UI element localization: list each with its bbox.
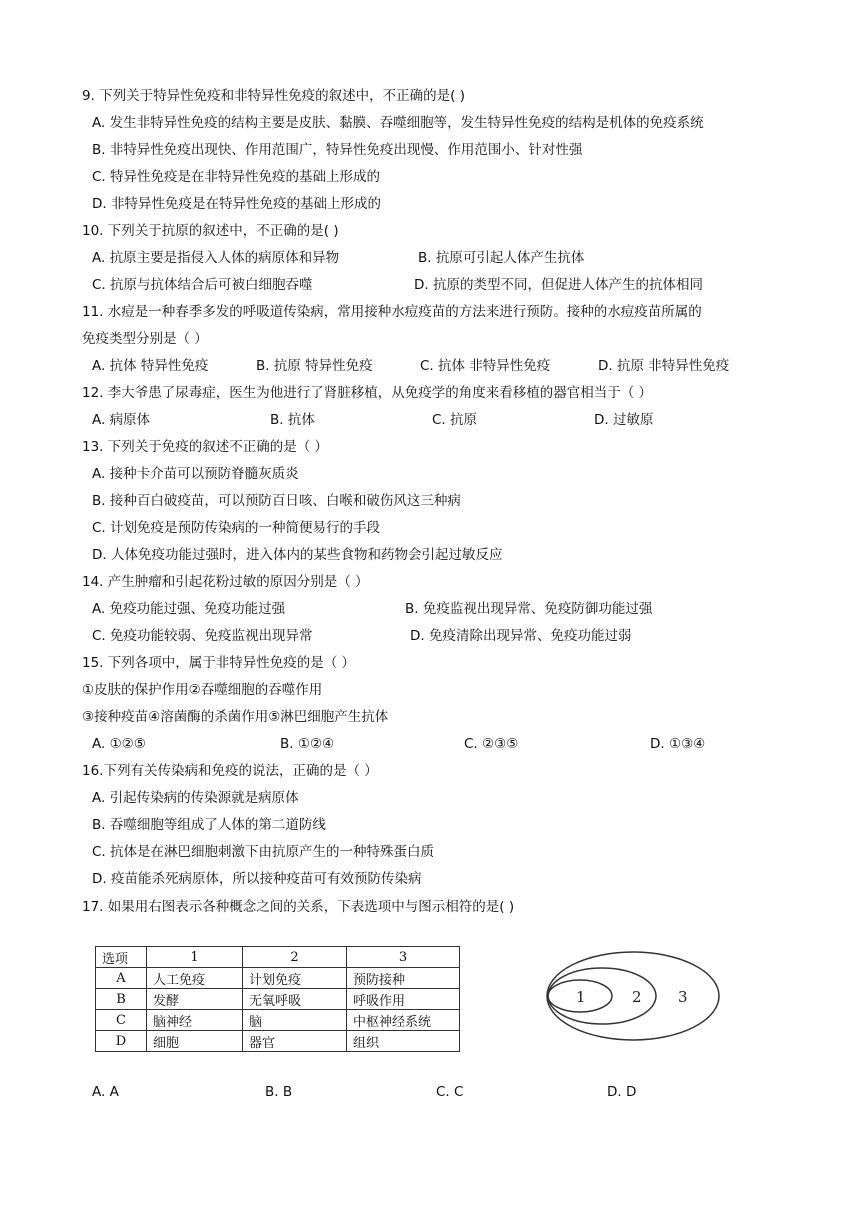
- table-cell: 无氧呼吸: [243, 989, 347, 1010]
- table-row: [96, 1010, 460, 1031]
- q14-option-c: C. 免疫功能较弱、免疫监视出现异常: [92, 628, 313, 644]
- table-cell: 脑: [243, 1010, 347, 1031]
- q13-option-b: B. 接种百白破疫苗，可以预防百日咳、白喉和破伤风这三种病: [92, 493, 461, 509]
- q17-option-d: D. D: [607, 1084, 637, 1100]
- q12-option-c: C. 抗原: [432, 412, 478, 428]
- q14-option-d: D. 免疫清除出现异常、免疫功能过弱: [410, 628, 632, 644]
- q9-option-b: B. 非特异性免疫出现快、作用范围广，特异性免疫出现慢、作用范围小、针对性强: [92, 142, 583, 158]
- q10-option-a: A. 抗原主要是指侵入人体的病原体和异物: [92, 250, 340, 266]
- q16-option-c: C. 抗体是在淋巴细胞刺激下由抗原产生的一种特殊蛋白质: [92, 844, 435, 860]
- q13-option-c: C. 计划免疫是预防传染病的一种简便易行的手段: [92, 520, 381, 536]
- table-cell: 中枢神经系统: [347, 1010, 460, 1031]
- q14-stem: 14. 产生肿瘤和引起花粉过敏的原因分别是（ ）: [82, 574, 369, 590]
- q14-option-b: B. 免疫监视出现异常、免疫防御功能过强: [405, 601, 653, 617]
- q17-option-c: C. C: [436, 1084, 464, 1100]
- table-row: [96, 968, 460, 989]
- table-cell: 组织: [347, 1031, 460, 1052]
- q11-option-c: C. 抗体 非特异性免疫: [420, 358, 551, 374]
- ellipse-label-2: 2: [632, 988, 642, 1006]
- q15-items-line-2: ③接种疫苗④溶菌酶的杀菌作用⑤淋巴细胞产生抗体: [82, 709, 389, 725]
- table-header-cell: 2: [243, 947, 347, 968]
- ellipse-label-1: 1: [576, 988, 586, 1006]
- q15-option-b: B. ①②④: [280, 736, 335, 752]
- q9-stem: 9. 下列关于特异性免疫和非特异性免疫的叙述中，不正确的是( ): [82, 88, 465, 104]
- q15-items-line-1: ①皮肤的保护作用②吞噬细胞的吞噬作用: [82, 682, 323, 698]
- q11-stem: 11. 水痘是一种春季多发的呼吸道传染病，常用接种水痘疫苗的方法来进行预防。接种的水痘疫苗所属的: [82, 304, 702, 320]
- q9-option-a: A. 发生非特异性免疫的结构主要是皮肤、黏膜、吞噬细胞等，发生特异性免疫的结构是机体的免疫系统: [92, 115, 704, 131]
- q16-option-a: A. 引起传染病的传染源就是病原体: [92, 790, 299, 806]
- q14-option-a: A. 免疫功能过强、免疫功能过强: [92, 601, 286, 617]
- q17-option-b: B. B: [265, 1084, 293, 1100]
- q17-option-a: A. A: [92, 1084, 119, 1100]
- table-cell: 脑神经: [147, 1010, 243, 1031]
- q13-option-d: D. 人体免疫功能过强时，进入体内的某些食物和药物会引起过敏反应: [92, 547, 503, 563]
- q15-stem: 15. 下列各项中，属于非特异性免疫的是（ ）: [82, 655, 356, 671]
- table-row: [96, 989, 460, 1010]
- table-row: [96, 1031, 460, 1052]
- table-cell: 细胞: [147, 1031, 243, 1052]
- table-cell: 呼吸作用: [347, 989, 460, 1010]
- q13-stem: 13. 下列关于免疫的叙述不正确的是（ ）: [82, 439, 329, 455]
- table-cell: 人工免疫: [147, 968, 243, 989]
- nested-ellipse-diagram: [540, 940, 730, 1050]
- q16-stem: 16.下列有关传染病和免疫的说法，正确的是（ ）: [82, 763, 378, 779]
- table-header-cell: 选项: [96, 947, 147, 968]
- q10-stem: 10. 下列关于抗原的叙述中，不正确的是( ): [82, 223, 339, 239]
- q9-option-c: C. 特异性免疫是在非特异性免疫的基础上形成的: [92, 169, 381, 185]
- q16-option-d: D. 疫苗能杀死病原体，所以接种疫苗可有效预防传染病: [92, 871, 422, 887]
- q16-option-b: B. 吞噬细胞等组成了人体的第二道防线: [92, 817, 326, 833]
- table-cell: 器官: [243, 1031, 347, 1052]
- table-cell: D: [96, 1031, 147, 1052]
- table-cell: C: [96, 1010, 147, 1031]
- q11-option-b: B. 抗原 特异性免疫: [256, 358, 373, 374]
- q12-option-d: D. 过敏原: [594, 412, 654, 428]
- q9-option-d: D. 非特异性免疫是在特异性免疫的基础上形成的: [92, 196, 381, 212]
- q11-option-d: D. 抗原 非特异性免疫: [598, 358, 730, 374]
- table-header-cell: 1: [147, 947, 243, 968]
- table-cell: 计划免疫: [243, 968, 347, 989]
- table-cell: A: [96, 968, 147, 989]
- q10-option-d: D. 抗原的类型不同，但促进人体产生的抗体相同: [414, 277, 703, 293]
- table-cell: 发酵: [147, 989, 243, 1010]
- table-header-cell: 3: [347, 947, 460, 968]
- q10-option-b: B. 抗原可引起人体产生抗体: [418, 250, 585, 266]
- q15-option-c: C. ②③⑤: [464, 736, 519, 752]
- q12-stem: 12. 李大爷患了尿毒症，医生为他进行了肾脏移植，从免疫学的角度来看移植的器官相当于（ ）: [82, 385, 653, 401]
- q12-option-a: A. 病原体: [92, 412, 151, 428]
- q11-stem-continued: 免疫类型分别是（ ）: [82, 331, 208, 347]
- table-cell: B: [96, 989, 147, 1010]
- q17-options-table: [95, 946, 460, 1052]
- table-header-row: [96, 947, 460, 968]
- q15-option-a: A. ①②⑤: [92, 736, 146, 752]
- table-cell: 预防接种: [347, 968, 460, 989]
- q11-option-a: A. 抗体 特异性免疫: [92, 358, 209, 374]
- ellipse-label-3: 3: [678, 988, 688, 1006]
- q15-option-d: D. ①③④: [650, 736, 706, 752]
- q10-option-c: C. 抗原与抗体结合后可被白细胞吞噬: [92, 277, 313, 293]
- q12-option-b: B. 抗体: [270, 412, 315, 428]
- q17-stem: 17. 如果用右图表示各种概念之间的关系，下表选项中与图示相符的是( ): [82, 899, 515, 915]
- q13-option-a: A. 接种卡介苗可以预防脊髓灰质炎: [92, 466, 299, 482]
